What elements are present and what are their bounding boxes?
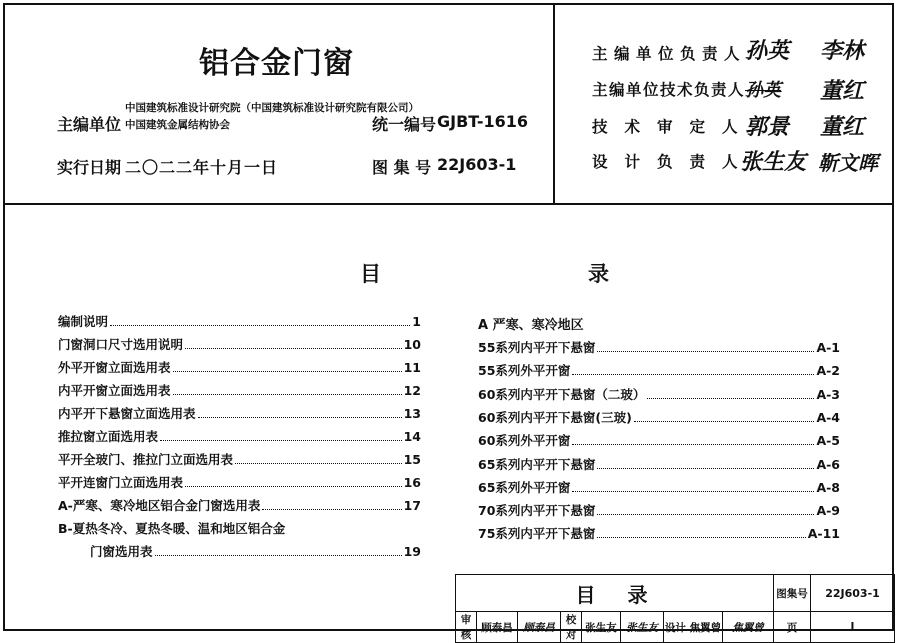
title-block-design-label-and-designer <box>664 612 723 643</box>
toc-leader-dots <box>185 348 402 349</box>
toc-leader-dots <box>572 444 814 445</box>
toc-entry <box>58 404 421 424</box>
document-title: 铝合金门窗 <box>199 46 354 81</box>
toc-entry <box>58 358 421 378</box>
title-block-checker: 张生友 <box>582 612 621 643</box>
toc-entry-title: B-夏热冬冷、夏热冬暖、温和地区铝合金 <box>58 521 286 536</box>
toc-entry-page: A-11 <box>807 526 840 542</box>
toc-entry <box>478 455 840 475</box>
toc-leader-dots <box>110 325 410 326</box>
toc-entry-title: 75系列内平开下悬窗 <box>478 526 596 542</box>
signature-1-b: 董红 <box>820 78 865 104</box>
unified-no-label: 统一编号 <box>372 115 437 134</box>
title-block-page-label: 页 <box>774 612 811 643</box>
title-block-reviewer-signature: 顾泰昌 <box>518 612 561 643</box>
toc-entry-page: A-5 <box>816 433 840 449</box>
toc-entry <box>58 496 421 516</box>
toc-entry-page: 10 <box>403 337 421 352</box>
toc-entry-page: 17 <box>403 498 421 513</box>
toc-entry-title: A-严寒、寒冷地区铝合金门窗选用表 <box>58 498 261 513</box>
toc-entry-title: 55系列外平开窗 <box>478 363 571 379</box>
toc-leader-dots <box>262 509 401 510</box>
toc-entry-title: 65系列内平开下悬窗 <box>478 456 596 472</box>
toc-entry-title: 推拉窗立面选用表 <box>58 429 159 444</box>
signatory-role-1: 主编单位技术负责人 <box>592 81 746 99</box>
date-label: 实行日期 <box>57 158 122 177</box>
toc-entry-title: 内平开下悬窗立面选用表 <box>58 406 196 421</box>
title-block-review-label: 审核 <box>456 612 477 643</box>
toc-leader-dots <box>597 351 814 352</box>
toc-leader-dots <box>572 374 814 375</box>
toc-leader-dots <box>597 514 814 515</box>
toc-entry-page: A-1 <box>816 340 840 355</box>
toc-leader-dots <box>597 537 805 538</box>
toc-entry <box>478 408 840 428</box>
toc-leader-dots <box>572 491 814 492</box>
title-block-name-text: 目 录 <box>575 582 654 607</box>
toc-entry <box>58 450 421 470</box>
toc-entry <box>58 312 421 332</box>
toc-leader-dots <box>198 417 402 418</box>
toc-entry <box>58 519 421 539</box>
toc-entry-title: 编制说明 <box>58 314 109 329</box>
toc-entry-page: A-6 <box>816 456 840 472</box>
toc-entry <box>478 524 840 544</box>
signatory-role-2: 技术审定人 <box>592 118 755 136</box>
toc-entry-page: 13 <box>403 406 421 421</box>
toc-entry <box>478 501 840 521</box>
toc-entry-page: A-9 <box>816 503 840 519</box>
toc-right-heading: A 严寒、寒冷地区 <box>478 318 584 333</box>
toc-leader-dots <box>235 463 402 464</box>
atlas-no-label: 图 集 号 <box>372 158 432 177</box>
title-block-checker-signature: 张生友 <box>621 612 664 643</box>
toc-leader-dots <box>597 468 814 469</box>
toc-entry-title: 55系列内平开下悬窗 <box>478 340 596 355</box>
title-block-designer: 焦翼曾 <box>689 621 722 634</box>
signature-2-a: 郭景 <box>745 114 790 140</box>
toc-entry-title: 70系列内平开下悬窗 <box>478 503 596 519</box>
toc-entry-page: 14 <box>403 429 421 444</box>
toc-entry <box>90 542 421 562</box>
signature-2-b: 董红 <box>820 114 865 140</box>
toc-entry-page: 16 <box>403 475 421 490</box>
toc-entry <box>58 381 421 401</box>
signature-3-a: 张生友 <box>740 149 807 175</box>
toc-entry-title: 60系列内平开下悬窗（二玻） <box>478 386 646 402</box>
toc-entry-page: 1 <box>412 314 421 329</box>
editor-unit-line2: 中国建筑金属结构协会 <box>125 119 230 131</box>
toc-leader-dots <box>185 486 402 487</box>
toc-entry-page: 15 <box>403 452 421 467</box>
toc-entry <box>58 473 421 493</box>
atlas-no: 22J603-1 <box>437 155 517 174</box>
title-block-design-label: 设计 <box>664 621 686 634</box>
toc-entry-title: 门窗洞口尺寸选用说明 <box>58 337 184 352</box>
toc-entry <box>478 338 840 358</box>
title-block-page: I <box>811 612 895 643</box>
title-block-atlas-no: 22J603-1 <box>811 575 895 612</box>
toc-entry-title: 65系列外平开窗 <box>478 479 571 495</box>
title-block-check-label: 校对 <box>561 612 582 643</box>
toc-entry-title: 内平开窗立面选用表 <box>58 383 171 398</box>
toc-heading: 目 录 <box>360 262 645 286</box>
toc-entry <box>58 335 421 355</box>
toc-entry-page: A-4 <box>816 409 840 425</box>
title-block-designer-signature: 焦翼曾 <box>723 612 774 643</box>
signature-3-b: 靳文晖 <box>818 151 878 175</box>
toc-entry-page: 19 <box>403 544 421 559</box>
title-block-atlas-label: 图集号 <box>774 575 811 612</box>
toc-leader-dots <box>647 398 814 399</box>
editor-unit-line1: 中国建筑标准设计研究院（中国建筑标准设计研究院有限公司） <box>125 102 419 114</box>
toc-leader-dots <box>160 440 402 441</box>
toc-leader-dots <box>173 371 402 372</box>
toc-entry-title: 平开全玻门、推拉门立面选用表 <box>58 452 234 467</box>
toc-leader-dots <box>173 394 402 395</box>
toc-entry-title: 60系列外平开窗 <box>478 433 571 449</box>
toc-entry-page: 11 <box>403 360 421 375</box>
toc-leader-dots <box>155 555 402 556</box>
toc-entry <box>478 478 840 498</box>
editor-unit-label: 主编单位 <box>57 115 122 134</box>
signature-0-a: 孙英 <box>745 38 790 64</box>
signature-0-b: 李林 <box>820 38 865 64</box>
toc-entry-title: 外平开窗立面选用表 <box>58 360 171 375</box>
signatory-role-0: 主编单位负责人 <box>592 45 747 63</box>
toc-entry <box>478 385 840 405</box>
toc-entry-title: 门窗选用表 <box>90 544 153 559</box>
title-block-reviewer: 顾泰昌 <box>477 612 518 643</box>
signatory-role-3: 设计负责人 <box>592 153 755 171</box>
toc-entry-page: A-8 <box>816 479 840 495</box>
toc-entry-title: 平开连窗门立面选用表 <box>58 475 184 490</box>
header-vertical-divider <box>553 3 555 204</box>
title-block <box>455 574 895 643</box>
toc-entry-page: A-2 <box>816 363 840 379</box>
toc-entry <box>478 361 840 381</box>
toc-entry <box>58 427 421 447</box>
title-block-name <box>456 575 774 612</box>
toc-entry-page: A-3 <box>816 386 840 402</box>
toc-entry <box>478 431 840 451</box>
toc-entry-page: 12 <box>403 383 421 398</box>
toc-entry-title: 60系列内平开下悬窗(三玻) <box>478 409 632 425</box>
implementation-date: 二〇二二年十月一日 <box>125 158 279 177</box>
toc-leader-dots <box>634 421 815 422</box>
unified-no: GJBT-1616 <box>437 112 529 131</box>
signature-1-a: 孙英 <box>745 80 781 101</box>
header-divider <box>3 203 894 205</box>
